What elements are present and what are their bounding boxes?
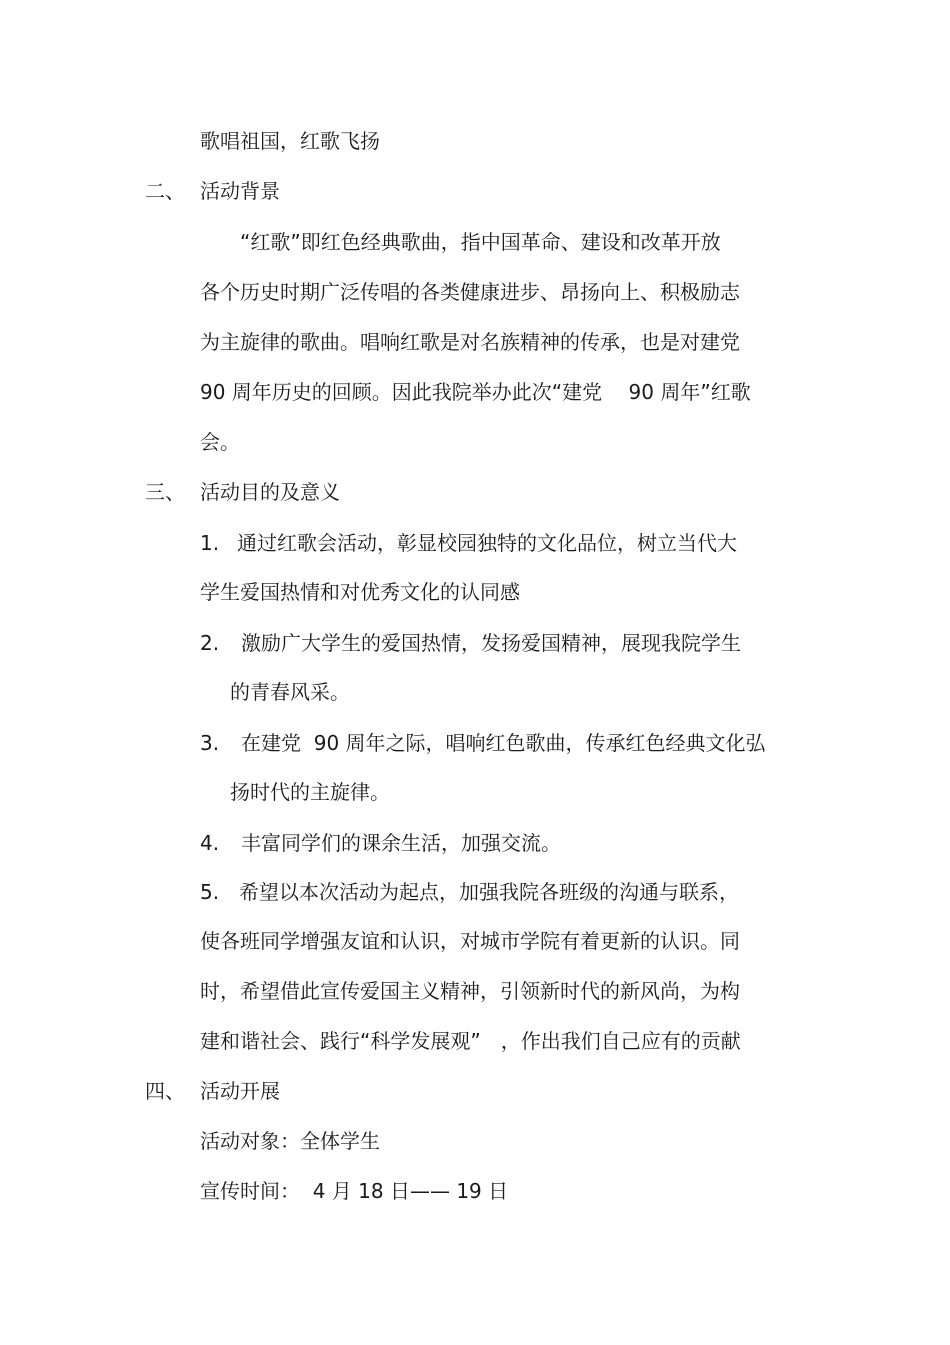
list-item-line: 在建党 90 周年之际，唱响红色歌曲，传承红色经典文化弘 [241,731,766,755]
section-heading: 活动开展 [200,1079,280,1103]
list-item-line: 希望以本次活动为起点，加强我院各班级的沟通与联系， [239,880,739,904]
list-item-line: 的青春风采。 [230,680,350,704]
section-heading: 活动背景 [200,179,280,203]
list-item-marker: 3. [200,731,220,755]
list-item-line: 通过红歌会活动，彰显校园独特的文化品位，树立当代大 [237,531,737,555]
list-item-line: 激励广大学生的爱国热情，发扬爱国精神，展现我院学生 [241,631,741,655]
paragraph-line: “红歌”即红色经典歌曲，指中国革命、建设和改革开放 [240,230,721,254]
paragraph-line: 为主旋律的歌曲。唱响红歌是对名族精神的传承，也是对建党 [200,330,740,354]
list-item-line: 时，希望借此宣传爱国主义精神，引领新时代的新风尚，为构 [200,979,740,1003]
list-item-marker: 1. [200,531,220,555]
list-item-line: 建和谐社会、践行“科学发展观” ，作出我们自己应有的贡献 [200,1029,741,1053]
promotion-time-line: 宣传时间： 4 月 18 日—— 19 日 [200,1179,509,1203]
list-item-line: 扬时代的主旋律。 [230,780,390,804]
list-item-line: 丰富同学们的课余生活，加强交流。 [241,831,561,855]
section-number: 二、 [145,179,185,203]
activity-target-line: 活动对象：全体学生 [200,1129,380,1153]
section-number: 四、 [145,1079,185,1103]
list-item-line: 使各班同学增强友谊和认识，对城市学院有着更新的认识。同 [200,929,740,953]
list-item-marker: 2. [200,631,220,655]
list-item-marker: 5. [200,880,220,904]
paragraph-line: 各个历史时期广泛传唱的各类健康进步、昂扬向上、积极励志 [200,280,740,304]
list-item-marker: 4. [200,831,220,855]
list-item-line: 学生爱国热情和对优秀文化的认同感 [200,580,520,604]
paragraph-line: 90 周年历史的回顾。因此我院举办此次“建党 90 周年”红歌 [200,380,751,404]
title-line: 歌唱祖国，红歌飞扬 [200,129,380,153]
paragraph-line: 会。 [200,430,240,454]
section-number: 三、 [145,480,185,504]
section-heading: 活动目的及意义 [200,480,340,504]
